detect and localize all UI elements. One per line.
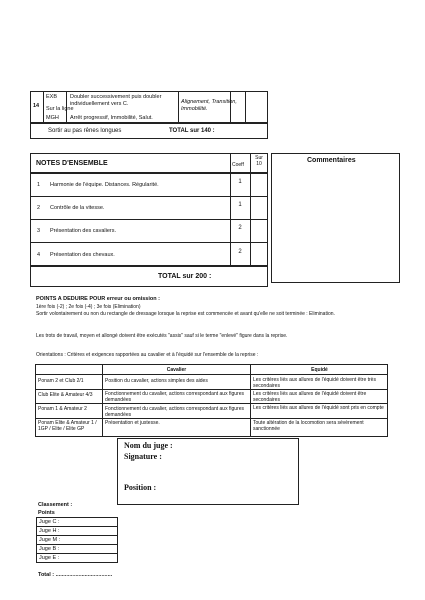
note-label: Harmonie de l'équipe. Distances. Régularité.	[50, 182, 159, 188]
note-coeff: 1	[238, 202, 242, 208]
deductions-title: POINTS A DEDUIRE POUR erreur ou omission :	[36, 296, 160, 302]
row-divider	[35, 374, 388, 375]
criteria-level: Ponam Elite & Amateur 1 / 1GP / Elite / Elite GP	[38, 420, 97, 432]
criteria-header-horse: Equidé	[311, 367, 328, 373]
criteria-horse: Les critères liés aux allures de l'équidé doivent être secondaires	[253, 391, 367, 403]
ranking-judge-label: Juge E :	[39, 555, 60, 561]
note-num: 2	[37, 205, 41, 211]
notes-table	[30, 153, 268, 287]
divider	[230, 91, 231, 123]
comments-label: Commentaires	[307, 157, 356, 164]
criteria-level: Ponam 2 et Club 2/1	[38, 378, 84, 384]
criteria-header-rider: Cavalier	[166, 367, 187, 373]
ranking-judge-label: Juge M :	[39, 537, 61, 543]
criteria-rider: Fonctionnement du cavalier, actions correspondant aux figures demandées	[105, 406, 244, 418]
note-label: Présentation des chevaux.	[50, 252, 115, 258]
criteria-level: Ponam 1 & Amateur 2	[38, 406, 87, 412]
judge-name-label: Nom du juge :	[124, 441, 173, 450]
trots-note: Les trots de travail, moyen et allongé doivent être exécutés "assis" sauf si le terme "enlevé" figure dans la reprise.	[36, 333, 288, 339]
judge-position-label: Position :	[124, 483, 157, 492]
exercise-letters-top: EXB	[46, 94, 58, 100]
exercise-description-1: Doubler successivement puis doubler	[70, 94, 162, 100]
criteria-horse: Toute altération de la locomotion sera sévèrement sanctionnée	[253, 420, 364, 432]
criteria-horse: Les critères liés aux allures de l'équidé sont pris en compte	[253, 405, 384, 411]
exercise-directive-2: Immobilité.	[181, 106, 208, 112]
divider	[245, 91, 246, 123]
ranking-total-label: Total : .....................................	[38, 572, 113, 578]
row-divider	[35, 389, 388, 390]
row-divider	[30, 219, 268, 220]
exercise-directive-1: Alignement, Transition,	[181, 99, 237, 105]
comments-box	[271, 153, 400, 283]
ranking-title: Classement :	[38, 502, 73, 508]
row-divider	[35, 403, 388, 404]
criteria-rider: Fonctionnement du cavalier, actions correspondant aux figures demandées	[105, 391, 244, 403]
criteria-horse: Les critères liés aux allures de l'équidé doivent être très secondaires	[253, 377, 376, 389]
divider	[178, 91, 179, 123]
exercise-description-3: Arrêt progressif, Immobilité, Salut.	[70, 115, 153, 121]
criteria-rider: Position du cavalier, actions simples des aides	[105, 378, 208, 384]
criteria-level: Club Elite & Amateur 4/3	[38, 392, 93, 398]
exercise-letters-bot: MGH	[46, 115, 59, 121]
row-divider	[35, 418, 388, 419]
note-num: 3	[37, 228, 41, 234]
total-200-label: TOTAL sur 200 :	[158, 273, 212, 280]
note-coeff: 2	[238, 249, 242, 255]
row-divider	[30, 196, 268, 197]
deductions-line-2: Sortir volontairement ou non du rectangle de dressage lorsque la reprise est commencée et avant qu'elle ne soit terminée : Elimination.	[36, 311, 335, 317]
row-divider	[30, 242, 268, 243]
orientations-text: Orientations : Critères et exigences rapportées au cavalier et à l'équidé sur l'ensemble de la reprise :	[36, 352, 259, 358]
note-label: Contrôle de la vitesse.	[50, 205, 105, 211]
note-num: 4	[37, 252, 41, 258]
criteria-rider: Présentation et justesse.	[105, 420, 160, 426]
note-coeff: 2	[238, 225, 242, 231]
note-coeff: 1	[238, 179, 242, 185]
exit-label: Sortir au pas rênes longues	[48, 128, 122, 134]
sur-label: Sur	[255, 155, 263, 161]
ranking-judge-label: Juge H :	[39, 528, 60, 534]
ranking-judge-label: Juge C :	[39, 519, 60, 525]
divider	[43, 91, 44, 123]
ranking-points-header: Points	[38, 510, 55, 516]
note-num: 1	[37, 182, 41, 188]
exercise-number: 14	[33, 103, 40, 109]
notes-header: NOTES D'ENSEMBLE	[36, 160, 108, 167]
exercise-description-2: individuellement vers C.	[70, 101, 129, 107]
exercise-letters-mid: Sur la ligne	[46, 106, 74, 112]
note-label: Présentation des cavaliers.	[50, 228, 117, 234]
total-140-label: TOTAL sur 140 :	[169, 128, 215, 134]
total-200-row	[30, 266, 268, 287]
deductions-line-1: 1ère fois (-2) ; 2e fois (-4) ; 3e fois (Elimination)	[36, 304, 141, 310]
judge-signature-label: Signature :	[124, 452, 162, 461]
sur-value: 10	[256, 161, 262, 167]
ranking-judge-label: Juge B :	[39, 546, 60, 552]
coeff-label: Coeff	[232, 162, 244, 168]
divider	[250, 153, 251, 266]
